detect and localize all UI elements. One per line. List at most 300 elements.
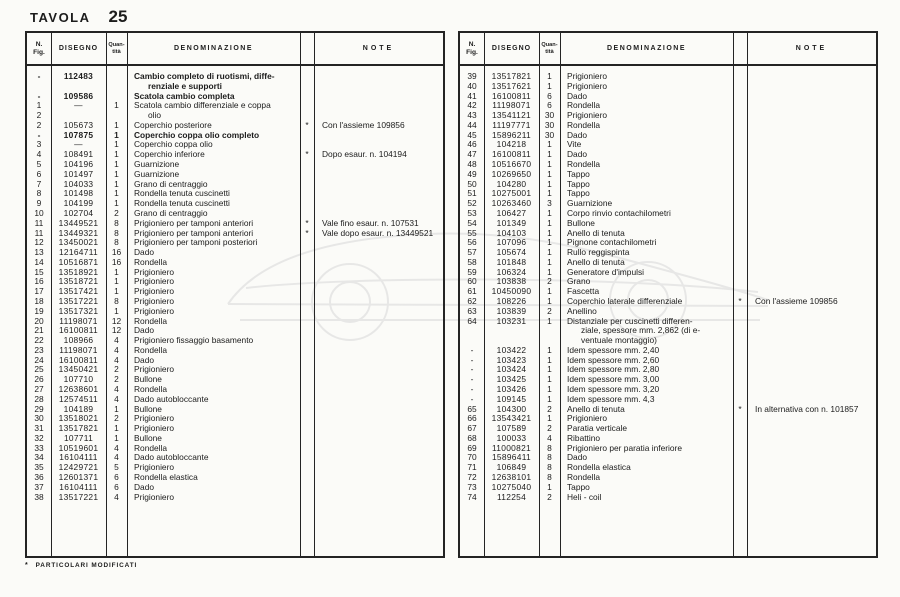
header-note: NOTE [795,45,828,52]
note-cell [314,356,443,366]
note-cell [747,238,876,248]
disegno-cell: 13450421 [58,365,99,375]
denomination-cell: ziale, spessore mm. 2,862 (di e- [581,326,701,336]
denomination-cell: Idem spessore mm. 3,20 [567,385,660,394]
parts-table-right [458,31,878,558]
note-cell [747,258,876,268]
table-row [27,414,443,424]
fig-cell: - [470,345,474,355]
table-row [27,160,443,170]
fig-cell: 31 [34,424,44,434]
disegno-cell: 16100811 [491,91,532,101]
denomination-cell: ventuale montaggio) [581,336,657,346]
note-star-cell [733,82,747,92]
table-row [27,219,443,229]
fig-cell: - [37,130,41,140]
quantity-cell: 1 [547,296,552,306]
quantity-cell: 8 [114,228,119,238]
disegno-cell: 102704 [63,208,94,218]
denomination-cell: Cambio completo di ruotismi, diffe- [134,72,275,81]
note-cell [747,326,876,336]
quantity-cell: 8 [547,443,552,453]
quantity-cell: 12 [111,316,122,326]
note-star-cell [733,121,747,131]
fig-cell: - [37,91,41,101]
note-star-cell [733,209,747,219]
parts-table-left [25,31,445,558]
quantity-cell: 1 [114,433,119,443]
fig-cell: 35 [34,463,44,473]
denomination-cell: Rondella elastica [567,463,631,473]
quantity-cell: 1 [547,169,552,179]
quantity-cell [106,111,127,121]
note-cell [314,414,443,424]
quantity-cell: 2 [547,424,552,434]
table-row [460,72,876,82]
quantity-cell: 1 [547,228,552,238]
note-star-cell [300,493,314,503]
quantity-cell: 4 [114,336,119,346]
note-cell [314,287,443,297]
header-fig-line2: Fig. [33,48,45,56]
denomination-cell: Dado [134,355,155,365]
disegno-cell [484,326,539,336]
denomination-cell: Anello di tenuta [567,404,625,414]
note-cell [747,356,876,366]
fig-cell: 19 [34,306,44,316]
quantity-cell: 1 [547,267,552,277]
disegno-cell: 13450021 [58,238,99,248]
disegno-cell: 13517821 [58,424,99,434]
fig-cell: 59 [467,267,477,277]
note-star-cell [733,140,747,150]
denomination-cell: Idem spessore mm. 2,80 [567,365,660,375]
note-cell [314,424,443,434]
note-cell [747,150,876,160]
disegno-cell: 106324 [496,267,527,277]
table-row [460,131,876,141]
quantity-cell: 12 [111,326,122,336]
note-star-cell [733,365,747,375]
table-row [27,111,443,121]
note-star-cell [300,336,314,346]
disegno-cell: — [74,140,83,150]
quantity-cell: 16 [111,248,122,258]
note-cell [314,463,443,473]
header-fig-line1: N. [35,40,43,48]
denomination-cell: Coperchio coppa olio [134,140,213,150]
quantity-cell: 1 [547,208,552,218]
quantity-cell: 4 [114,492,119,502]
table-row [460,336,876,346]
note-cell [314,336,443,346]
note-cell [747,101,876,111]
table-row [460,209,876,219]
header-denominazione: DENOMINAZIONE [174,45,253,52]
denomination-cell: Distanziale per cuscinetti differen- [567,316,693,326]
denomination-cell: Rondella [134,316,168,326]
note-cell [747,277,876,287]
quantity-cell: 2 [114,375,119,385]
table-row [27,434,443,444]
note-cell [314,238,443,248]
denomination-cell: Heli - coil [567,492,602,502]
quantity-cell: 1 [547,287,552,297]
denomination-cell: Corpo rinvio contachilometri [567,208,671,218]
note-cell [314,493,443,503]
header-fig-line2: Fig. [466,48,478,56]
table-row [27,336,443,346]
disegno-cell: 13517221 [58,492,99,502]
disegno-cell: 108966 [63,336,94,346]
footnote-text: PARTICOLARI MODIFICATI [35,562,138,569]
quantity-cell [106,92,127,102]
note-star-cell: * [738,296,742,306]
note-star-cell [733,199,747,209]
note-cell [314,82,443,92]
table-row [27,297,443,307]
note-star-cell [733,395,747,405]
note-star-cell [300,385,314,395]
note-cell [314,268,443,278]
disegno-cell: 13517821 [491,72,532,81]
note-star-cell [300,277,314,287]
note-star-cell [300,444,314,454]
disegno-cell: 11198071 [492,101,531,111]
note-star-cell [733,72,747,82]
quantity-cell: 1 [547,248,552,258]
note-cell [314,444,443,454]
quantity-cell: 4 [114,345,119,355]
fig-cell: 42 [467,101,477,111]
fig-cell: - [470,394,474,404]
note-star-cell [733,287,747,297]
disegno-cell: 15896211 [491,130,532,140]
disegno-cell: 107096 [496,238,527,248]
quantity-cell: 4 [114,453,119,463]
disegno-cell: 11198071 [59,345,98,355]
fig-cell: 47 [467,150,477,160]
table-row [460,405,876,415]
note-star-cell [300,248,314,258]
denomination-cell: Tappo [567,189,590,199]
denomination-cell: Bullone [134,433,162,443]
asterisk-icon: * [25,562,29,569]
disegno-cell: 12574511 [58,394,99,404]
quantity-cell: 8 [547,463,552,473]
header-quantita-line1: Quan- [108,42,125,49]
fig-cell: 40 [467,81,477,91]
note-cell: Dopo esaur. n. 104194 [322,150,407,160]
quantity-cell: 1 [114,140,119,150]
disegno-cell: 13518921 [58,267,99,277]
disegno-cell: 103231 [496,316,527,326]
quantity-cell: 1 [547,179,552,189]
quantity-cell: 3 [547,199,552,209]
header-quantita [539,42,560,55]
table-row [460,493,876,503]
fig-cell: 64 [467,316,477,326]
table-row [27,238,443,248]
denomination-cell: Prigioniero per paratia inferiore [567,443,682,453]
denomination-cell: Tappo [567,482,590,492]
disegno-cell: 13541121 [491,111,532,121]
table-row [460,248,876,258]
note-cell [314,307,443,317]
quantity-cell [539,336,560,346]
quantity-cell: 1 [547,218,552,228]
note-cell [314,326,443,336]
table-row [460,434,876,444]
fig-cell: 18 [34,296,44,306]
note-cell [314,111,443,121]
table-row [460,238,876,248]
disegno-cell: 108491 [63,150,94,160]
disegno-cell: 104280 [496,179,527,189]
disegno-cell: 10269650 [491,169,532,179]
page-title-label: TAVOLA [30,10,91,25]
note-cell [747,493,876,503]
disegno-cell: 106427 [496,208,527,218]
note-cell [747,473,876,483]
fig-cell: 43 [467,111,477,121]
note-cell [747,180,876,190]
denomination-cell: Idem spessore mm. 3,00 [567,375,660,385]
table-row [460,424,876,434]
disegno-cell: 13517221 [58,296,99,306]
note-star-cell [733,238,747,248]
fig-cell: 46 [467,140,477,150]
table-row [27,209,443,219]
note-cell: Con l'assieme 109856 [322,120,405,130]
denomination-cell: Guarnizione [134,160,180,170]
disegno-cell: 103425 [496,375,527,385]
note-cell [747,287,876,297]
header-quantita-line2: tità [112,48,121,55]
table-header [27,33,443,66]
table-row [27,180,443,190]
quantity-cell: 8 [114,238,119,248]
note-cell: In alternativa con n. 101857 [755,404,859,414]
note-cell [314,131,443,141]
note-star-cell [300,405,314,415]
footnote [25,562,137,569]
fig-cell: 38 [34,492,44,502]
table-row [27,140,443,150]
quantity-cell: 30 [544,130,555,140]
disegno-cell: 13518021 [58,414,99,424]
table-row [27,424,443,434]
quantity-cell: 1 [114,267,119,277]
note-cell [314,199,443,209]
table-body [27,66,443,556]
fig-cell: 49 [467,169,477,179]
denomination-cell: Rullo reggispinta [567,248,630,258]
table-row [27,229,443,239]
note-cell [314,170,443,180]
fig-cell: 50 [467,179,477,189]
fig-cell: 2 [36,111,42,121]
note-star-cell [733,336,747,346]
table-row [460,180,876,190]
note-cell [747,434,876,444]
quantity-cell: 1 [547,365,552,375]
denomination-cell: Paratia verticale [567,424,628,434]
fig-cell: 27 [34,385,44,394]
note-star-cell [300,434,314,444]
denomination-cell: Rondella [134,443,168,453]
note-star-cell [733,150,747,160]
table-row [27,317,443,327]
denomination-cell: Coperchio laterale differenziale [567,296,683,306]
fig-cell: 69 [467,443,477,453]
quantity-cell [106,82,127,92]
fig-cell: 45 [467,130,477,140]
quantity-cell: 1 [547,189,552,199]
table-row [460,365,876,375]
disegno-cell [484,336,539,346]
denomination-cell: Prigioniero [134,306,175,316]
quantity-cell: 1 [547,257,552,267]
table-header [460,33,876,66]
denomination-cell: Prigioniero [134,296,175,306]
note-star-cell [300,395,314,405]
fig-cell: 26 [34,375,44,385]
table-row [27,277,443,287]
note-star-cell [300,326,314,336]
disegno-cell: 112254 [496,492,527,502]
note-cell: Vale fino esaur. n. 107531 [322,218,419,228]
table-row [460,414,876,424]
denomination-cell: Prigioniero per tamponi anteriori [134,218,254,228]
disegno-cell: 103422 [496,345,527,355]
header-fig [27,41,51,56]
table-row [460,444,876,454]
quantity-cell: 1 [114,287,119,297]
note-cell [314,434,443,444]
disegno-cell: 104189 [63,404,94,414]
denomination-cell: Prigioniero [567,414,608,424]
fig-cell: - [470,355,474,365]
disegno-cell: 16104111 [59,482,98,492]
disegno-cell: 107589 [496,424,527,434]
table-row [460,385,876,395]
denomination-cell: Pignone contachilometri [567,238,657,248]
quantity-cell: 16 [111,257,122,267]
quantity-cell: 1 [547,375,552,385]
denomination-cell: Rondella [134,345,168,355]
header-fig [460,41,484,56]
note-star-cell [733,248,747,258]
fig-cell: 39 [467,72,477,81]
denomination-cell: Dado autobloccante [134,453,209,463]
header-disegno: DISEGNO [58,45,99,52]
quantity-cell: 2 [547,277,552,287]
note-star-cell [300,140,314,150]
quantity-cell: 4 [114,443,119,453]
header-quantita-line2: tità [545,48,554,55]
quantity-cell: 1 [547,414,552,424]
note-cell [747,453,876,463]
disegno-cell: 104300 [496,404,527,414]
table-row [460,317,876,327]
quantity-cell: 4 [114,385,119,394]
denomination-cell: Coperchio inferiore [134,150,205,160]
denomination-cell: Prigioniero [134,492,175,502]
header-disegno: DISEGNO [491,45,532,52]
fig-cell: 6 [36,169,42,179]
disegno-cell: 104103 [496,228,527,238]
disegno-cell: 103838 [496,277,527,287]
note-star-cell [733,414,747,424]
note-star-cell [733,170,747,180]
fig-cell: 14 [34,257,44,267]
note-star-cell [300,473,314,483]
denomination-cell: Prigioniero [567,111,608,121]
denomination-cell: Dado [567,91,588,101]
note-star-cell [733,375,747,385]
note-cell [314,297,443,307]
denomination-cell: Generatore d'impulsi [567,267,645,277]
quantity-cell: 2 [114,208,119,218]
note-star-cell [300,483,314,493]
quantity-cell: 4 [547,433,552,443]
quantity-cell [106,72,127,82]
note-star-cell [733,317,747,327]
disegno-cell: 109145 [496,394,527,404]
note-star-cell: * [305,218,309,228]
disegno-cell: 13449321 [58,228,99,238]
note-star-cell [300,346,314,356]
disegno-cell: 104199 [63,199,94,209]
disegno-cell: 103426 [496,385,527,394]
table-row [27,395,443,405]
denomination-cell: Bullone [567,218,595,228]
note-cell [747,160,876,170]
table-row [460,150,876,160]
disegno-cell: 13517621 [491,81,532,91]
note-star-cell [300,317,314,327]
table-row [460,268,876,278]
fig-cell: 58 [467,257,477,267]
disegno-cell: 109586 [63,91,94,101]
fig-cell: 67 [467,424,477,434]
note-cell [747,346,876,356]
disegno-cell: 101349 [496,218,527,228]
table-body [460,66,876,556]
note-cell [314,209,443,219]
table-row [27,444,443,454]
quantity-cell: 1 [547,394,552,404]
quantity-cell: 1 [114,130,119,140]
quantity-cell: 1 [547,72,552,81]
table-row [27,248,443,258]
fig-cell: 60 [467,277,477,287]
denomination-cell: Anello di tenuta [567,228,625,238]
disegno-cell: 12601371 [58,473,99,483]
header-fig-line1: N. [468,40,476,48]
note-star-cell [300,297,314,307]
fig-cell: 66 [467,414,477,424]
quantity-cell: 1 [547,385,552,394]
note-cell [747,111,876,121]
table-row [460,199,876,209]
quantity-cell: 6 [114,473,119,483]
table-row [27,493,443,503]
fig-cell: 25 [34,365,44,375]
fig-cell: 73 [467,482,477,492]
note-star-cell [733,101,747,111]
